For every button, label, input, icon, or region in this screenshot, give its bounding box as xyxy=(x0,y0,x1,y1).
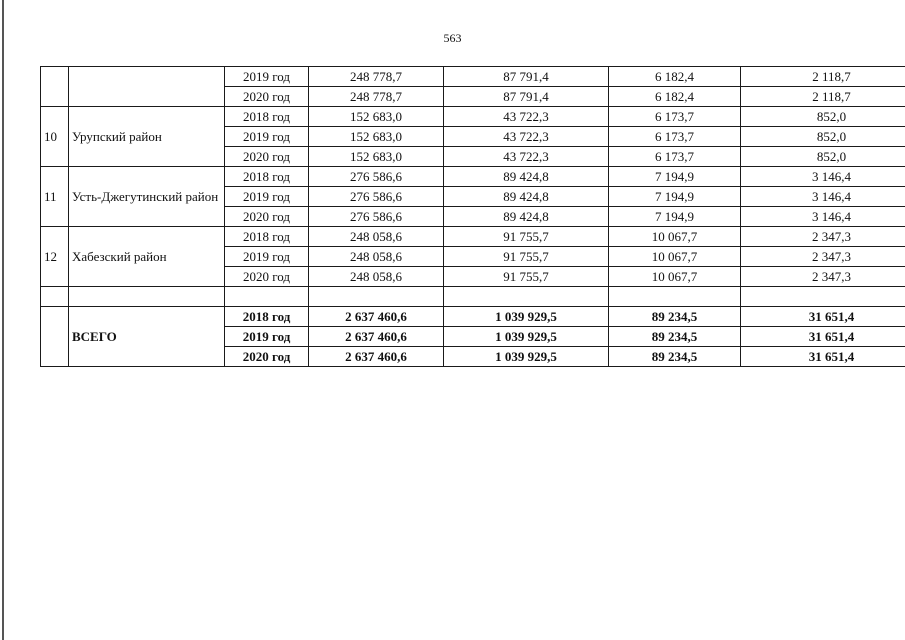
value-cell: 2 118,7 xyxy=(741,67,905,87)
value-cell: 7 194,9 xyxy=(609,187,741,207)
district-name-cell: Хабезский район xyxy=(69,227,225,287)
page-left-edge-line xyxy=(2,0,4,640)
value-cell: 248 058,6 xyxy=(309,247,444,267)
value-cell: 248 778,7 xyxy=(309,87,444,107)
value-cell: 2 347,3 xyxy=(741,227,905,247)
value-cell: 43 722,3 xyxy=(444,127,609,147)
value-cell: 10 067,7 xyxy=(609,247,741,267)
value-cell: 6 173,7 xyxy=(609,127,741,147)
table-row xyxy=(41,227,905,247)
value-cell: 2 637 460,6 xyxy=(309,327,444,347)
value-cell: 89 424,8 xyxy=(444,207,609,227)
value-cell: 91 755,7 xyxy=(444,267,609,287)
year-cell: 2018 год xyxy=(225,307,309,327)
value-cell: 89 234,5 xyxy=(609,347,741,367)
row-number-cell xyxy=(41,307,69,367)
value-cell: 3 146,4 xyxy=(741,207,905,227)
value-cell: 248 058,6 xyxy=(309,267,444,287)
value-cell: 152 683,0 xyxy=(309,127,444,147)
value-cell: 2 637 460,6 xyxy=(309,307,444,327)
value-cell: 248 058,6 xyxy=(309,227,444,247)
value-cell: 152 683,0 xyxy=(309,147,444,167)
value-cell: 1 039 929,5 xyxy=(444,327,609,347)
year-cell: 2019 год xyxy=(225,187,309,207)
value-cell: 31 651,4 xyxy=(741,347,905,367)
value-cell: 91 755,7 xyxy=(444,227,609,247)
value-cell: 152 683,0 xyxy=(309,107,444,127)
page-number: 563 xyxy=(443,31,462,45)
district-name-cell: Урупский район xyxy=(69,107,225,167)
year-cell: 2019 год xyxy=(225,67,309,87)
table-row xyxy=(41,67,905,87)
year-cell: 2018 год xyxy=(225,167,309,187)
value-cell: 91 755,7 xyxy=(444,247,609,267)
value-cell: 43 722,3 xyxy=(444,107,609,127)
empty-cell xyxy=(444,287,609,307)
value-cell: 2 637 460,6 xyxy=(309,347,444,367)
empty-cell xyxy=(309,287,444,307)
value-cell: 276 586,6 xyxy=(309,207,444,227)
value-cell: 89 424,8 xyxy=(444,187,609,207)
total-row xyxy=(41,307,905,327)
value-cell: 89 234,5 xyxy=(609,307,741,327)
value-cell: 87 791,4 xyxy=(444,87,609,107)
year-cell: 2019 год xyxy=(225,247,309,267)
value-cell: 852,0 xyxy=(741,127,905,147)
table-row xyxy=(41,167,905,187)
empty-cell xyxy=(225,287,309,307)
value-cell: 1 039 929,5 xyxy=(444,347,609,367)
value-cell: 6 173,7 xyxy=(609,147,741,167)
value-cell: 2 118,7 xyxy=(741,87,905,107)
row-number-cell xyxy=(41,67,69,107)
value-cell: 2 347,3 xyxy=(741,247,905,267)
value-cell: 2 347,3 xyxy=(741,267,905,287)
value-cell: 6 182,4 xyxy=(609,67,741,87)
value-cell: 89 424,8 xyxy=(444,167,609,187)
value-cell: 87 791,4 xyxy=(444,67,609,87)
row-number-cell: 10 xyxy=(41,107,69,167)
year-cell: 2020 год xyxy=(225,207,309,227)
empty-row xyxy=(41,287,905,307)
value-cell: 31 651,4 xyxy=(741,327,905,347)
value-cell: 276 586,6 xyxy=(309,167,444,187)
year-cell: 2020 год xyxy=(225,147,309,167)
value-cell: 43 722,3 xyxy=(444,147,609,167)
year-cell: 2018 год xyxy=(225,107,309,127)
value-cell: 10 067,7 xyxy=(609,267,741,287)
value-cell: 7 194,9 xyxy=(609,207,741,227)
value-cell: 276 586,6 xyxy=(309,187,444,207)
value-cell: 3 146,4 xyxy=(741,187,905,207)
table-row xyxy=(41,107,905,127)
value-cell: 852,0 xyxy=(741,107,905,127)
year-cell: 2020 год xyxy=(225,87,309,107)
empty-cell xyxy=(69,287,225,307)
value-cell: 10 067,7 xyxy=(609,227,741,247)
value-cell: 248 778,7 xyxy=(309,67,444,87)
value-cell: 852,0 xyxy=(741,147,905,167)
district-name-cell: Усть-Джегутинский район xyxy=(69,167,225,227)
budget-table xyxy=(40,66,905,367)
value-cell: 7 194,9 xyxy=(609,167,741,187)
value-cell: 6 173,7 xyxy=(609,107,741,127)
empty-cell xyxy=(741,287,905,307)
value-cell: 89 234,5 xyxy=(609,327,741,347)
empty-cell xyxy=(41,287,69,307)
year-cell: 2019 год xyxy=(225,327,309,347)
value-cell: 31 651,4 xyxy=(741,307,905,327)
value-cell: 1 039 929,5 xyxy=(444,307,609,327)
row-number-cell: 12 xyxy=(41,227,69,287)
year-cell: 2018 год xyxy=(225,227,309,247)
total-label-cell: ВСЕГО xyxy=(69,307,225,367)
year-cell: 2020 год xyxy=(225,267,309,287)
year-cell: 2020 год xyxy=(225,347,309,367)
district-name-cell xyxy=(69,67,225,107)
value-cell: 6 182,4 xyxy=(609,87,741,107)
row-number-cell: 11 xyxy=(41,167,69,227)
empty-cell xyxy=(609,287,741,307)
value-cell: 3 146,4 xyxy=(741,167,905,187)
year-cell: 2019 год xyxy=(225,127,309,147)
